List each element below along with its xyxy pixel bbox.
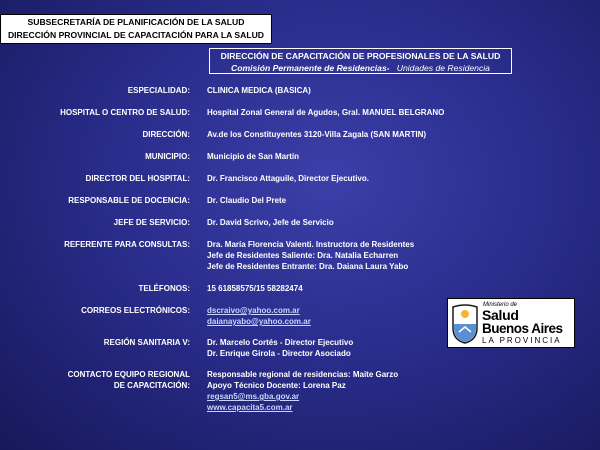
- email-link-1[interactable]: dscraivo@yahoo.com.ar: [207, 306, 300, 315]
- direction-box: [209, 48, 512, 74]
- value-correos: [207, 305, 311, 327]
- label-correos: CORREOS ELECTRÓNICOS:: [81, 306, 190, 315]
- label-jefe-servicio: JEFE DE SERVICIO:: [113, 218, 190, 227]
- label-docencia: RESPONSABLE DE DOCENCIA:: [68, 196, 190, 205]
- regional-web-link[interactable]: www.capacita5.com.ar: [207, 403, 293, 412]
- label-referente: REFERENTE PARA CONSULTAS:: [64, 240, 190, 249]
- regional-email-link[interactable]: regsan5@ms.gba.gov.ar: [207, 392, 300, 401]
- ministry-logo: [447, 298, 575, 348]
- value-direccion: Av.de los Constituyentes 3120-Villa Zagala (SAN MARTIN): [207, 130, 427, 139]
- label-hospital: HOSPITAL O CENTRO DE SALUD:: [60, 108, 190, 117]
- logo-provincia: LA PROVINCIA: [482, 336, 562, 345]
- logo-ministerio: Ministerio de: [483, 302, 518, 308]
- direction-title: DIRECCIÓN DE CAPACITACIÓN DE PROFESIONALES DE LA SALUD: [220, 51, 501, 61]
- province-shield-icon: [451, 304, 479, 344]
- direction-subtitle: [210, 62, 511, 74]
- label-contacto: CONTACTO EQUIPO REGIONAL DE CAPACITACIÓN:: [67, 370, 190, 390]
- header-box: [0, 14, 272, 44]
- value-contacto: Responsable regional de residencias: Maite Garzo Apoyo Técnico Docente: Lorena Paz regsan5@ms.gba.gov.ar www.capacita5.com.ar: [207, 370, 399, 412]
- logo-buenos-aires: Buenos Aires: [482, 321, 563, 336]
- direction-subtitle-rest: Unidades de Residencia: [396, 63, 490, 73]
- label-telefonos: TELÉFONOS:: [138, 284, 190, 293]
- value-referente: Dra. María Florencia Valenti. Instructora de Residentes Jefe de Residentes Saliente: Dra. Natalia Echarren Jefe de Residentes Entrante: Dra. Daiana Laura Yabo: [207, 240, 415, 271]
- header-line-2: DIRECCIÓN PROVINCIAL DE CAPACITACIÓN PARA LA SALUD: [7, 30, 265, 40]
- header-line-1: SUBSECRETARÍA DE PLANIFICACIÓN DE LA SALUD: [27, 17, 245, 27]
- logo-salud: Salud: [482, 307, 519, 323]
- value-especialidad: CLINICA MEDICA (BASICA): [207, 86, 311, 95]
- label-municipio: MUNICIPIO:: [145, 152, 190, 161]
- label-director: DIRECTOR DEL HOSPITAL:: [85, 174, 190, 183]
- email-link-2[interactable]: daianayabo@yahoo.com.ar: [207, 317, 311, 326]
- label-region: REGIÓN SANITARIA V:: [103, 338, 190, 347]
- value-municipio: Municipio de San Martín: [207, 152, 300, 161]
- value-docencia: Dr. Claudio Del Prete: [207, 196, 287, 205]
- label-especialidad: ESPECIALIDAD:: [127, 86, 190, 95]
- value-hospital: Hospital Zonal General de Agudos, Gral. MANUEL BELGRANO: [207, 108, 445, 117]
- value-director: Dr. Francisco Attaguile, Director Ejecutivo.: [207, 174, 369, 183]
- direction-subtitle-bold: Comisión Permanente de Residencias-: [231, 63, 390, 73]
- value-telefonos: 15 61858575/15 58282474: [207, 284, 303, 293]
- value-jefe-servicio: Dr. David Scrivo, Jefe de Servicio: [207, 218, 334, 227]
- label-direccion: DIRECCIÓN:: [142, 130, 190, 139]
- value-region: Dr. Marcelo Cortés - Director Ejecutivo Dr. Enrique Girola - Director Asociado: [207, 338, 354, 358]
